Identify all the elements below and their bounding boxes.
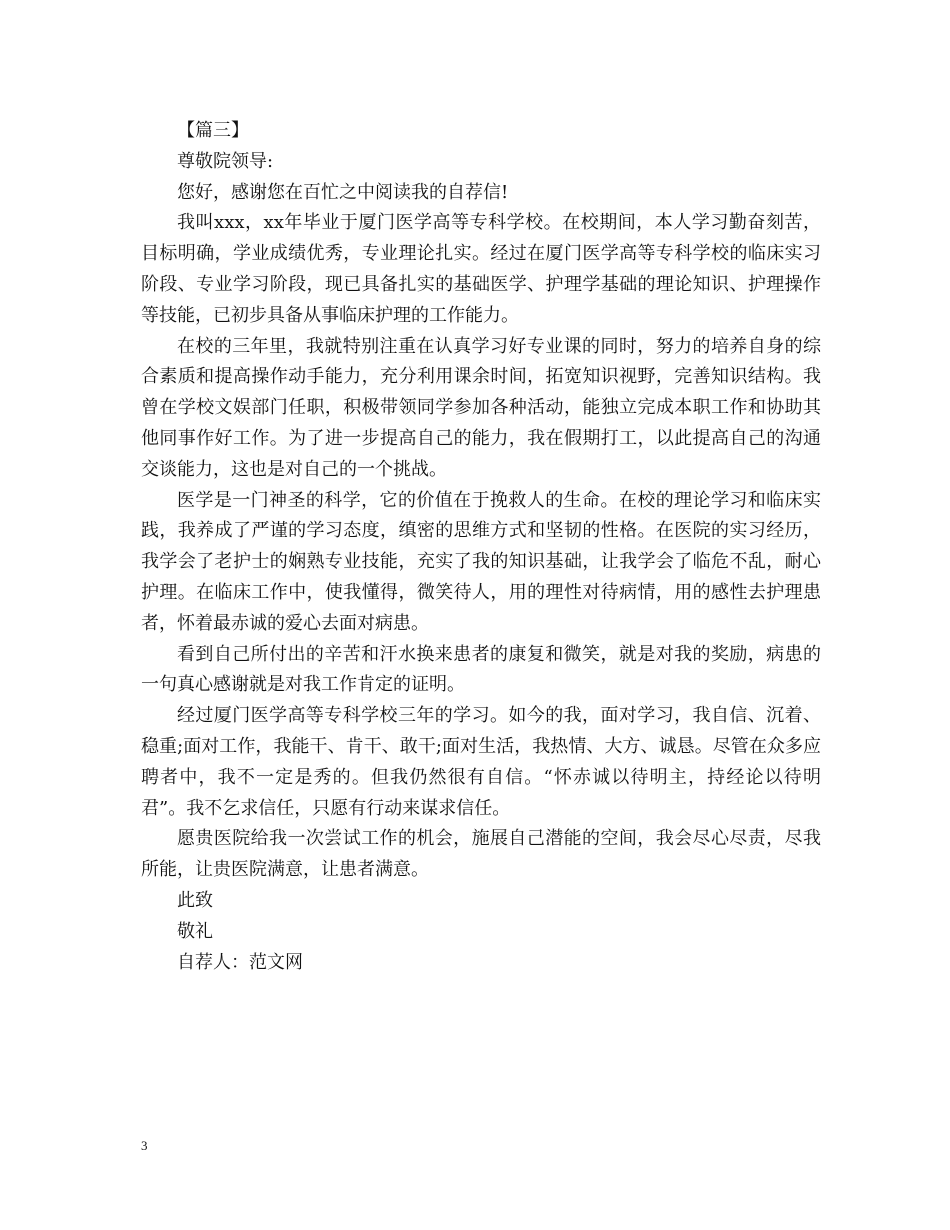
closing-line-2: 敬礼 xyxy=(177,920,213,942)
page-number: 3 xyxy=(141,1138,148,1153)
letter-body xyxy=(141,116,821,978)
paragraph-2: 在校的三年里，我就特别注重在认真学习好专业课的同时，努力的培养自身的综合素质和提高操作动手能力，充分利用课余时间，拓宽知识视野，完善知识结构。我曾在学校文娱部门任职，积极带领同学参加各种活动，能独立完成本职工作和协助其他同事作好工作。为了进一步提高自己的能力，我在假期打工，以此提高自己的沟通交谈能力，这也是对自己的一个挑战。 xyxy=(141,335,821,480)
closing-line-1: 此致 xyxy=(177,889,213,911)
paragraph-3: 医学是一门神圣的科学，它的价值在于挽救人的生命。在校的理论学习和临床实践，我养成了严谨的学习态度，缜密的思维方式和坚韧的性格。在医院的实习经历，我学会了老护士的娴熟专业技能，充实了我的知识基础，让我学会了临危不乱，耐心护理。在临床工作中，使我懂得，微笑待人，用的理性对待病情，用的感性去护理患者，怀着最赤诚的爱心去面对病患。 xyxy=(141,489,821,634)
greeting: 您好，感谢您在百忙之中阅读我的自荐信! xyxy=(177,181,509,203)
paragraph-4: 看到自己所付出的辛苦和汗水换来患者的康复和微笑，就是对我的奖励，病患的一句真心感谢就是对我工作肯定的证明。 xyxy=(141,643,821,696)
salutation: 尊敬院领导: xyxy=(177,150,274,172)
paragraph-6: 愿贵医院给我一次尝试工作的机会，施展自己潜能的空间，我会尽心尽责，尽我所能，让贵医院满意，让患者满意。 xyxy=(141,828,821,881)
paragraph-5: 经过厦门医学高等专科学校三年的学习。如今的我，面对学习，我自信、沉着、稳重;面对工作，我能干、肯干、敢干;面对生活，我热情、大方、诚恳。尽管在众多应聘者中，我不一定是秀的。但我仍然很有自信。“怀赤诚以待明主，持经论以待明君”。我不乞求信任，只愿有行动来谋求信任。 xyxy=(141,705,821,819)
section-heading: 【篇三】 xyxy=(177,120,249,141)
signature: 自荐人：范文网 xyxy=(177,951,303,973)
paragraph-1: 我叫xxx，xx年毕业于厦门医学高等专科学校。在校期间，本人学习勤奋刻苦，目标明确，学业成绩优秀，专业理论扎实。经过在厦门医学高等专科学校的临床实习阶段、专业学习阶段，现已具备扎实的基础医学、护理学基础的理论知识、护理操作等技能，已初步具备从事临床护理的工作能力。 xyxy=(141,212,821,326)
